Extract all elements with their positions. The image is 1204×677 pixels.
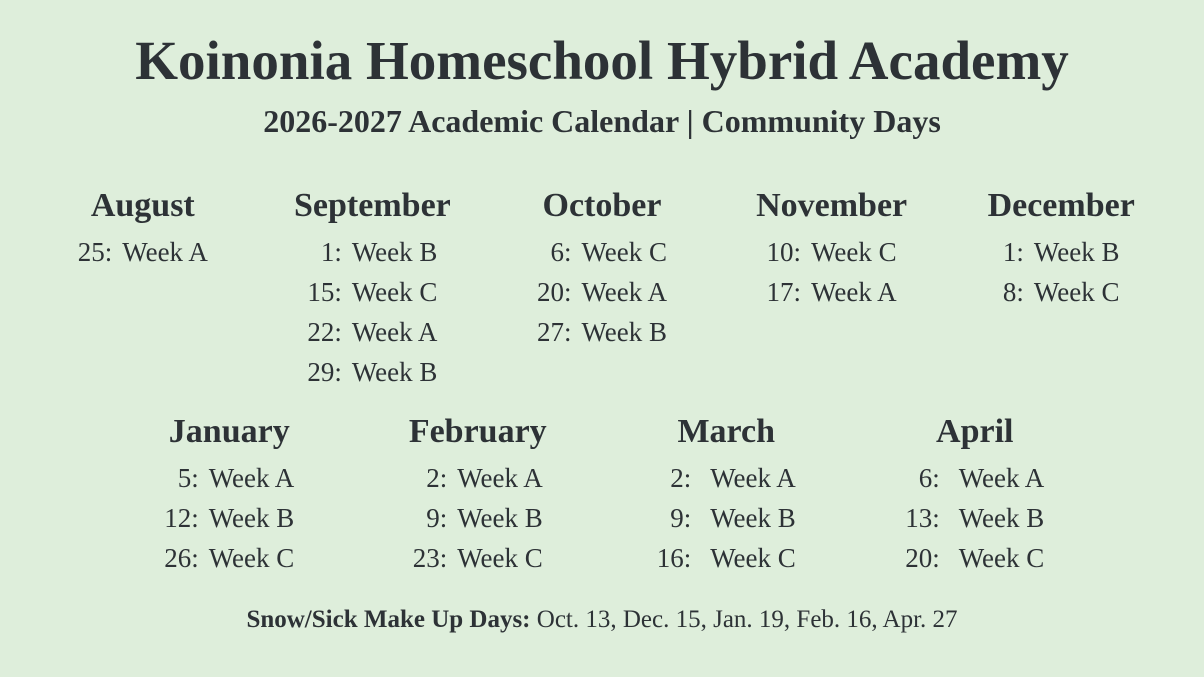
month-december — [946, 184, 1176, 392]
entry-week: Week A — [958, 463, 1045, 493]
month-february — [354, 410, 603, 578]
month-title: February — [408, 413, 547, 450]
entry-week: Week B — [581, 317, 668, 347]
month-august — [28, 184, 258, 392]
month-entries — [717, 232, 947, 312]
entry-week: Week B — [710, 503, 796, 533]
month-title: December — [987, 187, 1135, 224]
month-entries — [602, 458, 851, 578]
entry-week: Week C — [710, 543, 796, 573]
month-november — [717, 184, 947, 392]
calendar-row-spring — [0, 410, 1204, 578]
entry-day: 6: — [550, 237, 572, 267]
entry-week: Week C — [1033, 277, 1120, 307]
entry-day: 1: — [320, 237, 342, 267]
entry-day: 26: — [164, 543, 199, 573]
month-entries — [851, 458, 1100, 578]
month-entries — [354, 458, 603, 578]
month-entries — [487, 232, 717, 352]
entry-day: 16: — [656, 543, 692, 573]
entry-week: Week B — [457, 503, 543, 533]
calendar-row-fall — [0, 184, 1204, 392]
entry-day: 2: — [670, 463, 692, 493]
month-entries — [28, 232, 258, 272]
entry-week: Week C — [581, 237, 668, 267]
month-title: March — [677, 413, 776, 450]
month-title: August — [90, 187, 195, 224]
makeup-days-note — [0, 604, 1204, 636]
entry-day: 9: — [426, 503, 448, 533]
entry-day: 10: — [766, 237, 802, 267]
entry-day: 22: — [307, 317, 342, 347]
entry-week: Week C — [351, 277, 438, 307]
month-april — [851, 410, 1100, 578]
entry-day: 6: — [918, 463, 940, 493]
month-title: April — [936, 413, 1014, 450]
entry-day: 9: — [670, 503, 692, 533]
entry-day: 5: — [177, 463, 199, 493]
entry-day: 1: — [1002, 237, 1024, 267]
month-title: September — [294, 187, 451, 224]
entry-week: Week C — [208, 543, 295, 573]
month-january — [105, 410, 354, 578]
entry-day: 2: — [426, 463, 448, 493]
entry-day: 23: — [412, 543, 448, 573]
page-subtitle: 2026-2027 Academic Calendar | Community Days — [263, 103, 941, 139]
entry-day: 27: — [536, 317, 572, 347]
entry-week: Week A — [811, 277, 897, 307]
entry-day: 17: — [766, 277, 802, 307]
entry-week: Week C — [811, 237, 897, 267]
entry-day: 12: — [164, 503, 199, 533]
month-entries — [105, 458, 354, 578]
entry-day: 20: — [905, 543, 940, 573]
entry-day: 25: — [77, 237, 113, 267]
month-entries — [258, 232, 488, 392]
month-entries — [946, 232, 1176, 312]
entry-week: Week B — [1033, 237, 1120, 267]
month-title: November — [756, 187, 908, 224]
entry-day: 8: — [1002, 277, 1024, 307]
entry-week: Week C — [958, 543, 1045, 573]
entry-week: Week C — [457, 543, 543, 573]
entry-week: Week A — [457, 463, 543, 493]
entry-day: 29: — [307, 357, 342, 387]
makeup-days-dates: Oct. 13, Dec. 15, Jan. 19, Feb. 16, Apr. 27 — [536, 606, 958, 633]
makeup-days-label: Snow/Sick Make Up Days: — [246, 606, 531, 633]
entry-week: Week B — [958, 503, 1045, 533]
entry-week: Week A — [581, 277, 668, 307]
month-october — [487, 184, 717, 392]
entry-week: Week B — [351, 237, 438, 267]
page-title: Koinonia Homeschool Hybrid Academy — [135, 30, 1069, 91]
month-september — [258, 184, 488, 392]
entry-week: Week A — [710, 463, 796, 493]
month-title: October — [542, 187, 662, 224]
entry-day: 13: — [905, 503, 940, 533]
month-title: January — [168, 413, 290, 450]
entry-week: Week A — [122, 237, 208, 267]
entry-week: Week A — [208, 463, 295, 493]
month-march — [602, 410, 851, 578]
entry-week: Week B — [208, 503, 295, 533]
entry-week: Week A — [351, 317, 438, 347]
entry-day: 15: — [307, 277, 342, 307]
entry-week: Week B — [351, 357, 438, 387]
entry-day: 20: — [536, 277, 572, 307]
